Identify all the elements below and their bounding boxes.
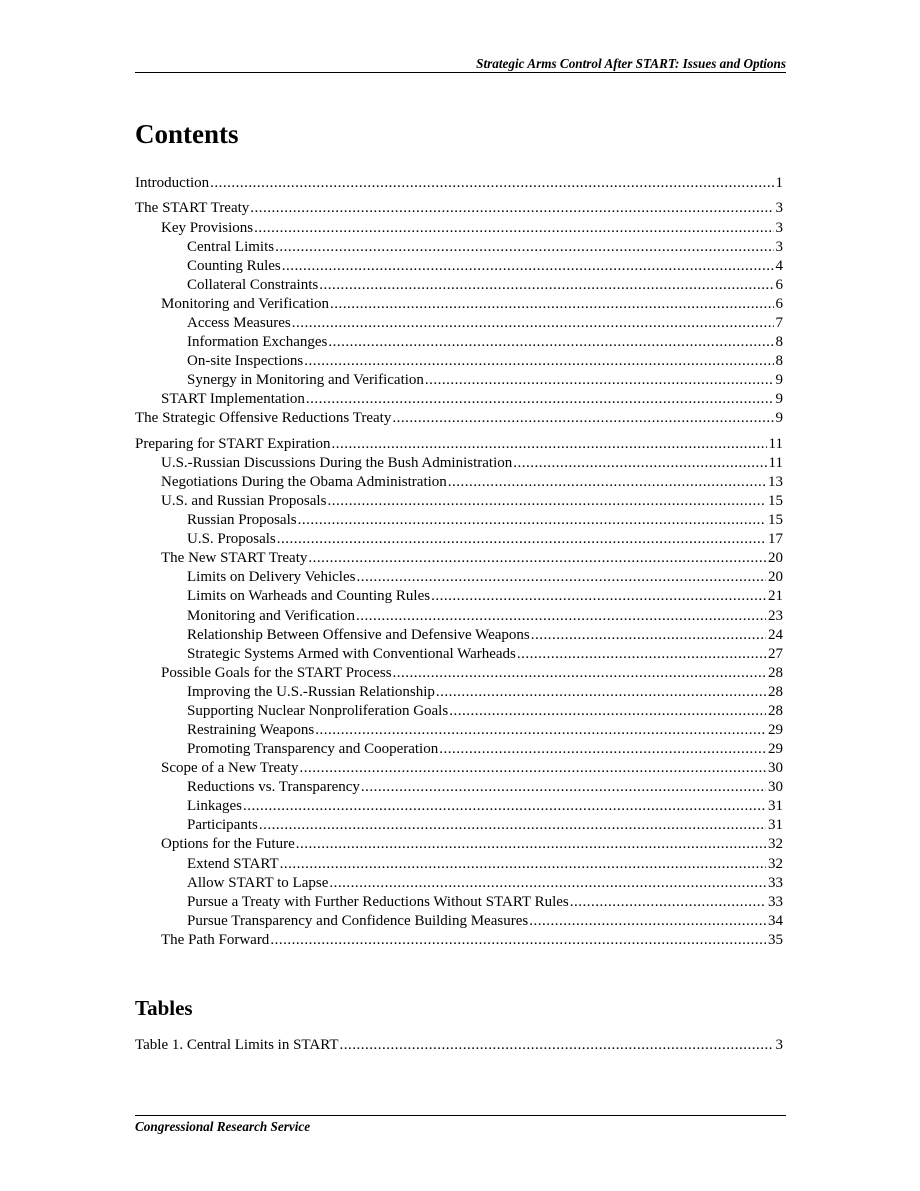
toc-entry[interactable] <box>135 759 783 778</box>
toc-entry-page: 1 <box>775 175 783 191</box>
toc-entry[interactable] <box>135 333 783 352</box>
page-title: Contents <box>135 119 239 149</box>
toc-entry-page: 3 <box>775 219 783 236</box>
toc-entry[interactable] <box>135 174 783 193</box>
toc-entry-title: Table 1. Central Limits in START <box>135 1037 339 1053</box>
toc-entry[interactable] <box>135 912 783 931</box>
dot-leader <box>243 797 766 816</box>
toc-entry[interactable] <box>135 511 783 530</box>
dot-leader <box>356 568 766 587</box>
tables-heading: Tables <box>135 996 193 1020</box>
toc-entry-title: Synergy in Monitoring and Verification <box>187 372 424 389</box>
running-header: Strategic Arms Control After START: Issues and Options <box>476 56 786 71</box>
toc-entry[interactable] <box>135 721 783 740</box>
toc-entry[interactable] <box>135 702 783 721</box>
dot-leader <box>449 702 766 721</box>
toc-entry-page: 35 <box>768 931 783 948</box>
toc-entry[interactable] <box>135 683 783 702</box>
toc-entry[interactable] <box>135 492 783 511</box>
toc-entry-title: Collateral Constraints <box>187 276 319 293</box>
toc-entry-title: U.S. Proposals <box>187 531 276 548</box>
dot-leader <box>275 238 773 257</box>
toc-entry[interactable] <box>135 257 783 276</box>
dot-leader <box>210 174 773 193</box>
dot-leader <box>393 664 766 683</box>
toc-entry-title: Options for the Future <box>161 836 295 853</box>
toc-entry[interactable] <box>135 473 783 492</box>
toc-entry-title: U.S.-Russian Discussions During the Bush Administration <box>161 454 513 471</box>
toc-entry-page: 8 <box>775 353 783 370</box>
toc-entry-title: Monitoring and Verification <box>187 607 356 624</box>
toc-entry-page: 30 <box>768 760 783 777</box>
dot-leader <box>296 835 766 854</box>
toc-entry[interactable] <box>135 587 783 606</box>
toc-entry-page: 33 <box>768 893 783 910</box>
toc-entry-page: 3 <box>775 1037 783 1053</box>
toc-entry[interactable] <box>135 352 783 371</box>
toc-entry-page: 9 <box>775 372 783 389</box>
toc-entry-page: 9 <box>775 391 783 408</box>
toc-entry-page: 28 <box>768 683 783 700</box>
dot-leader <box>513 454 766 473</box>
dot-leader <box>531 626 766 645</box>
toc-entry-title: Promoting Transparency and Cooperation <box>187 741 439 758</box>
toc-entry[interactable] <box>135 855 783 874</box>
dot-leader <box>392 409 773 428</box>
dot-leader <box>436 683 766 702</box>
toc-entry-title: Negotiations During the Obama Administration <box>161 473 447 490</box>
toc-entry-title: Extend START <box>187 855 279 872</box>
toc-entry[interactable] <box>135 199 783 218</box>
dot-leader <box>329 874 766 893</box>
header-rule <box>135 72 786 73</box>
dot-leader <box>330 295 773 314</box>
toc-entry-page: 20 <box>768 550 783 567</box>
toc-entry-page: 11 <box>768 435 783 452</box>
toc-entry[interactable] <box>135 409 783 428</box>
toc-entry-page: 21 <box>768 588 783 605</box>
toc-entry-page: 28 <box>768 664 783 681</box>
toc-entry-title: Introduction <box>135 175 210 191</box>
toc-entry-title: Monitoring and Verification <box>161 295 330 312</box>
running-footer: Congressional Research Service <box>135 1119 311 1134</box>
toc-entry-title: START Implementation <box>161 391 305 408</box>
toc-entry-title: Limits on Warheads and Counting Rules <box>187 588 431 605</box>
toc-entry[interactable] <box>135 931 783 950</box>
toc-entry[interactable] <box>135 778 783 797</box>
toc-entry[interactable] <box>135 874 783 893</box>
dot-leader <box>448 473 766 492</box>
toc-entry-page: 6 <box>775 295 783 312</box>
toc-entry[interactable] <box>135 549 783 568</box>
toc-entry-page: 32 <box>768 836 783 853</box>
dot-leader <box>319 276 773 295</box>
toc-entry-title: Key Provisions <box>161 219 254 236</box>
toc-entry[interactable] <box>135 645 783 664</box>
dot-leader <box>277 530 766 549</box>
toc-entry-page: 23 <box>768 607 783 624</box>
toc-entry-page: 20 <box>768 569 783 586</box>
toc-entry-page: 27 <box>768 645 783 662</box>
dot-leader <box>340 1036 774 1055</box>
toc-entry-title: Russian Proposals <box>187 512 297 529</box>
toc-entry[interactable] <box>135 238 783 257</box>
toc-entry[interactable] <box>135 893 783 912</box>
dot-leader <box>270 931 766 950</box>
toc-entry-title: Participants <box>187 817 258 834</box>
toc-entry[interactable] <box>135 530 783 549</box>
toc-entry-page: 32 <box>768 855 783 872</box>
dot-leader <box>259 816 766 835</box>
toc-entry-page: 24 <box>768 626 783 643</box>
dot-leader <box>250 199 773 218</box>
toc-entry-title: Strategic Systems Armed with Conventional Warheads <box>187 645 516 662</box>
toc-entry-title: Pursue a Treaty with Further Reductions Without START Rules <box>187 893 569 910</box>
toc-entry-title: Possible Goals for the START Process <box>161 664 392 681</box>
dot-leader <box>517 645 766 664</box>
toc-entry[interactable] <box>135 626 783 645</box>
dot-leader <box>306 390 774 409</box>
toc-entry[interactable] <box>135 219 783 238</box>
toc-entry-title: U.S. and Russian Proposals <box>161 493 327 510</box>
list-of-tables <box>135 1036 783 1055</box>
toc-entry[interactable] <box>135 314 783 333</box>
toc-entry[interactable] <box>135 371 783 390</box>
dot-leader <box>315 721 766 740</box>
toc-entry[interactable] <box>135 390 783 409</box>
toc-entry-title: Access Measures <box>187 314 291 331</box>
toc-entry-page: 17 <box>768 531 783 548</box>
toc-entry-title: Central Limits <box>187 238 275 255</box>
toc-entry-title: Limits on Delivery Vehicles <box>187 569 356 586</box>
dot-leader <box>254 219 773 238</box>
toc-entry[interactable] <box>135 295 783 314</box>
dot-leader <box>361 778 766 797</box>
table-list-entry[interactable] <box>135 1036 783 1055</box>
toc-entry[interactable] <box>135 568 783 587</box>
table-of-contents <box>135 174 783 950</box>
toc-entry-title: Reductions vs. Transparency <box>187 779 360 796</box>
toc-entry[interactable] <box>135 664 783 683</box>
toc-entry-page: 28 <box>768 702 783 719</box>
toc-entry[interactable] <box>135 816 783 835</box>
dot-leader <box>298 511 766 530</box>
toc-entry-title: Preparing for START Expiration <box>135 435 331 452</box>
toc-entry-page: 7 <box>775 314 783 331</box>
dot-leader <box>332 435 767 454</box>
dot-leader <box>356 607 766 626</box>
toc-entry-page: 8 <box>775 334 783 351</box>
toc-entry-page: 4 <box>775 257 783 274</box>
toc-entry-title: Information Exchanges <box>187 334 328 351</box>
toc-entry-title: Relationship Between Offensive and Defensive Weapons <box>187 626 530 643</box>
toc-entry-page: 31 <box>768 817 783 834</box>
toc-entry-title: Pursue Transparency and Confidence Building Measures <box>187 912 529 929</box>
toc-entry-page: 3 <box>775 200 783 217</box>
toc-entry[interactable] <box>135 435 783 454</box>
toc-entry-page: 30 <box>768 779 783 796</box>
dot-leader <box>328 333 773 352</box>
dot-leader <box>425 371 774 390</box>
toc-entry-page: 29 <box>768 721 783 738</box>
toc-entry[interactable] <box>135 276 783 295</box>
toc-entry-page: 29 <box>768 741 783 758</box>
toc-entry-title: Counting Rules <box>187 257 281 274</box>
toc-entry-page: 34 <box>768 912 783 929</box>
toc-entry-title: The START Treaty <box>135 200 250 217</box>
dot-leader <box>299 759 766 778</box>
toc-entry[interactable] <box>135 835 783 854</box>
toc-entry[interactable] <box>135 454 783 473</box>
toc-entry-title: The Strategic Offensive Reductions Treaty <box>135 410 392 427</box>
dot-leader <box>439 740 766 759</box>
toc-entry-page: 3 <box>775 238 783 255</box>
dot-leader <box>304 352 773 371</box>
toc-entry-page: 11 <box>768 454 783 471</box>
dot-leader <box>292 314 774 333</box>
toc-entry-title: The Path Forward <box>161 931 270 948</box>
toc-entry-page: 13 <box>768 473 783 490</box>
dot-leader <box>327 492 766 511</box>
footer-rule <box>135 1115 786 1116</box>
toc-entry-title: On-site Inspections <box>187 353 304 370</box>
toc-entry[interactable] <box>135 797 783 816</box>
dot-leader <box>282 257 774 276</box>
toc-entry[interactable] <box>135 740 783 759</box>
dot-leader <box>308 549 766 568</box>
toc-entry-title: The New START Treaty <box>161 550 308 567</box>
toc-entry-page: 15 <box>768 512 783 529</box>
toc-entry-title: Improving the U.S.-Russian Relationship <box>187 683 435 700</box>
dot-leader <box>529 912 766 931</box>
toc-entry[interactable] <box>135 607 783 626</box>
dot-leader <box>570 893 766 912</box>
toc-entry-title: Supporting Nuclear Nonproliferation Goals <box>187 702 449 719</box>
dot-leader <box>431 587 766 606</box>
toc-entry-title: Restraining Weapons <box>187 721 315 738</box>
toc-entry-page: 15 <box>768 493 783 510</box>
toc-entry-page: 6 <box>775 276 783 293</box>
toc-entry-page: 31 <box>768 798 783 815</box>
toc-entry-page: 33 <box>768 874 783 891</box>
dot-leader <box>280 855 766 874</box>
toc-entry-title: Linkages <box>187 798 242 815</box>
toc-entry-title: Scope of a New Treaty <box>161 760 299 777</box>
toc-entry-title: Allow START to Lapse <box>187 874 329 891</box>
toc-entry-page: 9 <box>775 410 783 427</box>
